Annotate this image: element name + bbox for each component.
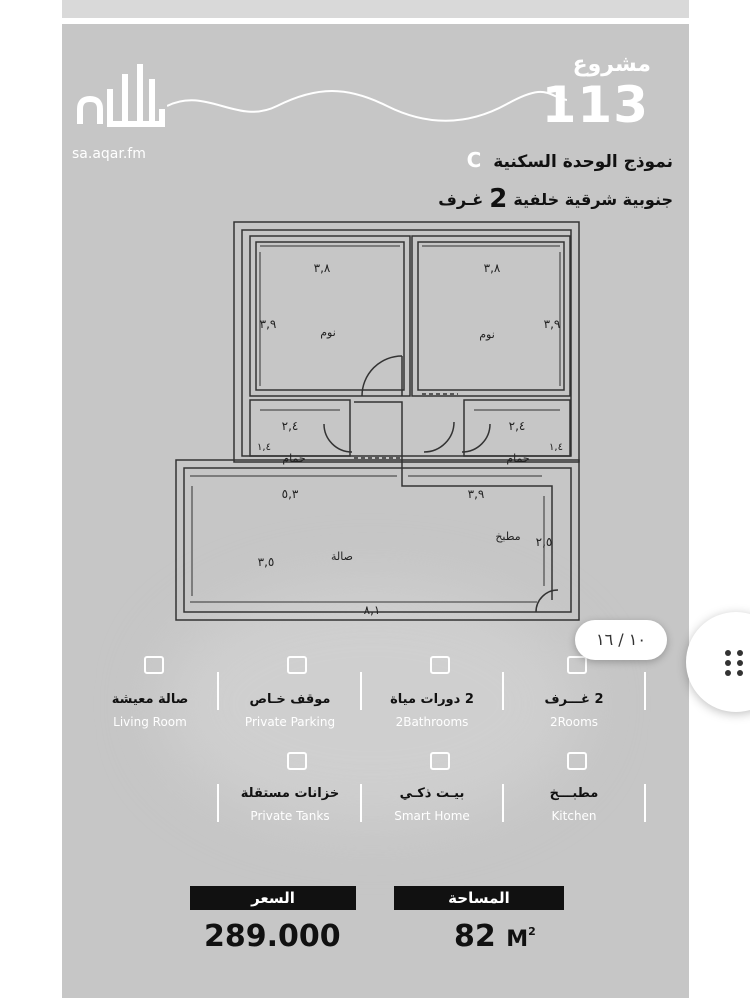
- project-label: مشروع: [572, 52, 651, 77]
- dim-living-height: ٣,٥: [257, 555, 275, 569]
- top-gray-bar: [62, 0, 689, 18]
- model-letter: C: [466, 148, 482, 172]
- feature-tanks: [220, 786, 360, 823]
- smart-home-icon: [430, 752, 450, 770]
- dim-bath-left-width: ٢,٤: [281, 419, 299, 433]
- dim-living-top: ٥,٣: [281, 487, 299, 501]
- feature-rooms-ar: 2 غـــرف: [544, 692, 604, 707]
- kitchen-label: مطبخ: [495, 530, 521, 543]
- area-unit-sup: 2: [528, 925, 536, 938]
- feature-smart-home: [362, 786, 502, 823]
- dim-bath-left-height: ١,٤: [257, 442, 271, 453]
- parking-icon: [287, 656, 307, 674]
- divider: [217, 784, 219, 822]
- dim-bath-right-height: ١,٤: [549, 442, 563, 453]
- feature-bathrooms-en: 2Bathrooms: [395, 715, 469, 729]
- bath-right-label: حمام: [506, 452, 530, 465]
- living-label: صالة: [331, 550, 353, 563]
- feature-kitchen-en: Kitchen: [551, 809, 597, 823]
- dim-kitchen-height: ٢,٥: [535, 535, 553, 549]
- price-label: السعر: [190, 886, 356, 910]
- feature-smart-home-en: Smart Home: [394, 809, 470, 823]
- floor-plan: [172, 216, 592, 626]
- area-unit: M: [506, 927, 529, 952]
- decorative-wave: [167, 86, 567, 126]
- area-value: [454, 919, 536, 954]
- kitchen-icon: [567, 752, 587, 770]
- bed-right-label: نوم: [479, 328, 495, 341]
- rooms-count: 2: [489, 184, 508, 214]
- tank-icon: [287, 752, 307, 770]
- divider: [644, 784, 646, 822]
- feature-smart-home-ar: بيـت ذكـي: [399, 786, 465, 801]
- bath-left-label: حمام: [282, 452, 306, 465]
- orientation-line: [438, 184, 673, 214]
- feature-living-ar: صالة معيشة: [111, 692, 189, 707]
- orientation-text: جنوبية شرقية خلفية: [513, 189, 673, 209]
- dim-bed-right-height: ٣,٩: [543, 317, 561, 331]
- feature-rooms: [504, 692, 644, 729]
- rooms-word: غـرف: [438, 189, 484, 209]
- feature-bathrooms-ar: 2 دورات مياة: [390, 692, 474, 707]
- feature-kitchen: [504, 786, 644, 823]
- feature-parking-en: Private Parking: [244, 715, 336, 729]
- model-title-text: نموذج الوحدة السكنية: [493, 152, 673, 172]
- model-title: [467, 148, 673, 172]
- dim-bed-left-height: ٣,٩: [259, 317, 277, 331]
- dim-bath-right-width: ٢,٤: [508, 419, 526, 433]
- sofa-icon: [144, 656, 164, 674]
- image-pager[interactable]: ١٠ / ١٦: [575, 620, 667, 660]
- dim-bed-left-width: ٣,٨: [313, 261, 331, 275]
- area-number: 82: [454, 919, 496, 954]
- feature-parking-ar: موقف خـاص: [249, 692, 331, 707]
- divider: [644, 672, 646, 710]
- project-number: 113: [541, 76, 649, 134]
- feature-kitchen-ar: مطبـــخ: [549, 786, 599, 801]
- bathtub-icon: [430, 656, 450, 674]
- feature-living-en: Living Room: [113, 715, 187, 729]
- dots-grid-icon: [722, 648, 746, 678]
- feature-bathrooms: [362, 692, 502, 729]
- dim-bed-right-width: ٣,٨: [483, 261, 501, 275]
- feature-rooms-en: 2Rooms: [549, 715, 599, 729]
- dim-kitchen-top: ٣,٩: [467, 487, 485, 501]
- area-label: المساحة: [394, 886, 564, 910]
- menu-button[interactable]: [686, 612, 750, 712]
- feature-parking: [220, 692, 360, 729]
- feature-living-room: [80, 692, 220, 729]
- brand-url: sa.aqar.fm: [72, 146, 146, 162]
- feature-tanks-ar: خزانات مستقلة: [240, 786, 340, 801]
- dim-total-width: ٨,١: [363, 603, 381, 617]
- listing-image-card[interactable]: [62, 24, 689, 998]
- home-icon: [567, 656, 587, 674]
- bed-left-label: نوم: [320, 326, 336, 339]
- feature-tanks-en: Private Tanks: [250, 809, 330, 823]
- price-value: 289.000: [204, 919, 341, 954]
